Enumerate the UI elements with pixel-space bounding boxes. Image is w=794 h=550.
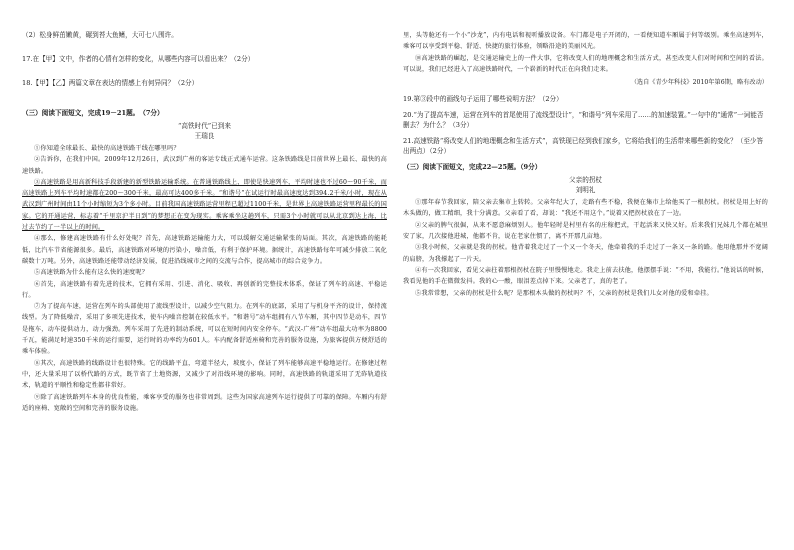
article-paragraph: ⑨除了高速铁路列车本身的优良性能，乘客享受的服务也非常周到。这些为国家高速列车运行提供了可靠的保障。车厢内有舒适的座椅、宽敞的空间和完善的服务设施。 bbox=[22, 393, 387, 412]
article-title: “高铁时代”已到来 bbox=[178, 122, 231, 130]
section-heading: （三）阅读下面短文，完成22—25题。（9分） bbox=[403, 163, 542, 172]
article-title: 父亲的拐杖 bbox=[569, 176, 602, 185]
question-19: 19.第③段中的画线句子运用了哪些说明方法？（2分） bbox=[403, 95, 563, 104]
article-author: 刘明礼 bbox=[575, 186, 596, 195]
question-21: 21.高速铁路“将改变人们的地理概念和生活方式”，高铁现已经到我们家乡，它将给我们的生活带来哪些新的变化？（至少答出两点）（2分） bbox=[403, 137, 764, 156]
article-continuation: 里，头等舱还有一个小“沙龙”，内有电话和视听播放设备。车门都是电子开闭的，一看便知道车厢属于何等级别。乘坐高速列车，乘客可以享受到平稳、舒适、快捷的旅行体验，领略沿途的美丽风光。 bbox=[403, 32, 768, 51]
article-paragraph: ⑤我常常想，父亲的拐杖是什么呢？是那根木头做的拐杖吗？不，父亲的拐杖是我们儿女对他的爱和牵挂。 bbox=[415, 289, 713, 297]
article-paragraph: ⑩高速铁路的崛起，是交通运输史上的一件大事，它将改变人们的地理概念和生活方式，甚至改变人们对时间和空间的看法。可以说，我们已经进入了高速铁路时代，一个崭新的时代正在向我们走来。 bbox=[403, 54, 768, 73]
question-18: 18.【甲】【乙】两篇文章在表达的情感上有何异同？（2分） bbox=[22, 79, 199, 87]
article-paragraph: ④有一次我回家，看见父亲拄着那根拐杖在院子里慢慢地走。我走上前去扶他，他摆摆手说：“不用，我能行。”他说话的时候，我看见他的手在微微发抖。我的心一酸，眼泪差点掉下来。父亲老了，真的老了。 bbox=[403, 266, 768, 286]
left-column bbox=[22, 30, 387, 545]
article-paragraph: ⑦为了提高车速，运营在列车的头部使用了流线型设计，以减少空气阻力。在列车的底部，采用了与机身平齐的设计，保持流线型。为了降低噪音，采用了多项先进技术，使车内噪音控制在较低水平。“和谐号”动车组拥有八节车厢，其中四节是动车，四节是拖车，动车提供动力，动力强劲。列车采用了先进的制动系统，可以在短时间内安全停车。“武汉-广州”动车组最大功率为8800千瓦，能满足时速350千米的运行需要，运行时的功率约为601人。车内配备舒适座椅和完善的服务设施，为旅客提供方便舒适的乘车体验。 bbox=[22, 303, 387, 356]
article-author: 王瑞良 bbox=[194, 132, 215, 140]
question-20: 20.“为了提高车速，运营在列车的首尾使用了流线型设计”，“和谐号”列车采用了……的加速装置。”一句中的“通常”一词能否删去？为什么？（3分） bbox=[403, 111, 764, 130]
article-paragraph: ④那么，修建高速铁路有什么好处呢？首先，高速铁路运输能力大，可以缓解交通运输紧张的局面。其次，高速铁路的能耗低，比汽车节省能源很多。最后，高速铁路对环境的污染小，噪音低，有利于保护环境。据统计，高速铁路每年可减少排放二氧化碳数十万吨。另外，高速铁路还能带动经济发展，促进沿线城市之间的交流与合作，提高城市的综合竞争力。 bbox=[22, 235, 387, 265]
article-paragraph: ①那年春节我回家，陪父亲去集市上转转。父亲年纪大了，走路有些不稳，我便在集市上给他买了一根拐杖。拐杖是用上好的木头做的，做工精细，我十分满意。父亲看了看，却说：“我还不用这个。”说着又把拐杖放在了一边。 bbox=[403, 199, 768, 218]
article-paragraph: ①你知道全球最长、最快的高速铁路干线在哪里吗？ bbox=[34, 145, 180, 152]
article-paragraph: ⑤高速铁路为什么能有这么快的速度呢？ bbox=[34, 269, 149, 277]
article-paragraph: ⑧其次，高速铁路的线路设计也很特殊。它的线路平直，弯道半径大，坡度小，保证了列车能够高速平稳地运行。在修建过程中，还大量采用了以桥代路的方式，既节省了土地资源，又减少了对沿线环境的影响。同时，高速铁路的轨道采用了无砟轨道技术，轨道的平顺性和稳定性都非常好。 bbox=[22, 359, 387, 390]
section-heading: （三）阅读下面短文，完成19－21题。 （7分） bbox=[22, 109, 164, 117]
article-source: （选自《青少年科技》2010年第6期，略有改动） bbox=[630, 79, 768, 87]
article-paragraph: ⑥首先，高速铁路有着先进的技术，它拥有采用、引进、消化、吸收、再创新的完整技术体系，保证了列车的高速、平稳运行。 bbox=[22, 280, 387, 299]
article-paragraph: ③我小时候，父亲就是我的拐杖。他背着我走过了一个又一个冬天，他牵着我的手走过了一条又一条的路。他用他那并不宽阔的肩膀，为我撑起了一片天。 bbox=[403, 244, 768, 263]
question-item: （2）松身鲜茁嫩黄，碾到苔大鱼鳍，大可七八围许。 bbox=[22, 31, 178, 39]
article-paragraph: ②父亲的脾气很倔，从来不愿意麻烦别人。他年轻时是村里有名的庄稼把式，干起活来又快又好。后来我们兄妹几个都在城里安了家，几次接他进城，他都不肯，说在老家住惯了，离不开那几亩地。 bbox=[403, 221, 768, 241]
article-paragraph-underlined: ③高速铁路是用高新科技手段新建的新型铁路运输系统。在普通铁路线上，即使是快速列车，平均时速也不过60～90千米，而高速铁路上列车平均时速都在200～300千米，最高可达400多千米。“和谐号”在试运行时最高速度达到394.2千米/小时，现在从武汉到广州时间由11个小时缩短为3个多小时。目前我国高速铁路运营里程已超过1100千米，是世界上高速铁路运营里程最长的国家。它的开通运营，标志着“千里京沪半日到”的梦想正在变为现实。乘客乘坐这趟列车，只需3个小时就可以从北京到达上海，比过去节约了一半以上的时间。 bbox=[22, 178, 387, 232]
right-column bbox=[403, 30, 768, 545]
article-paragraph: ②告诉你，在我们中国。2009年12月26日，武汉到广州的客运专线正式通车运营。这条铁路线是目前世界上最长、最快的高速铁路。 bbox=[22, 156, 387, 175]
question-17: 17.在【甲】文中，作者的心情有怎样的变化，从哪些内容可以看出来？（2分） bbox=[22, 55, 255, 63]
